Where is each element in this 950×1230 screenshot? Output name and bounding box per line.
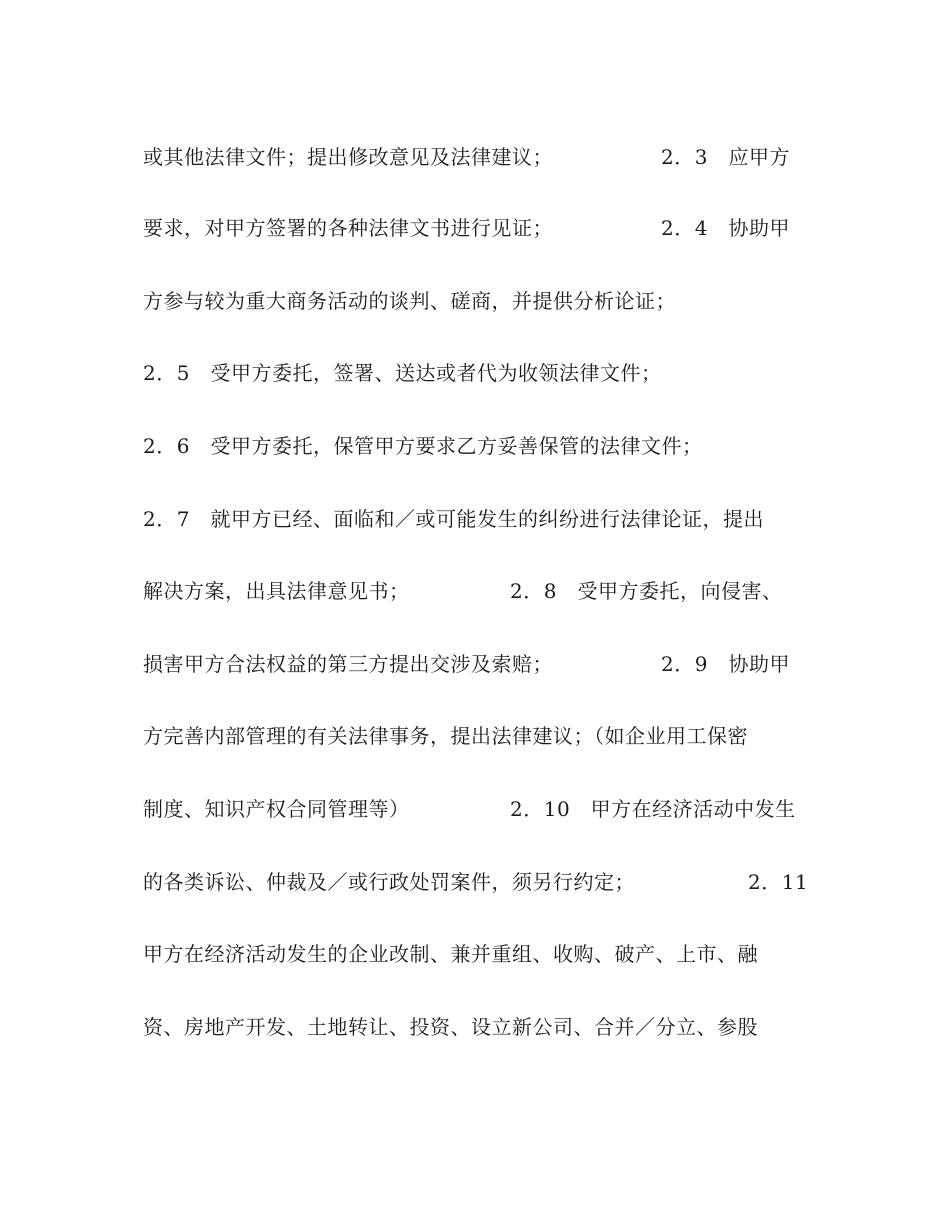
line-3-text: 方参与较为重大商务活动的谈判、磋商，并提供分析论证； <box>143 289 676 313</box>
line-2-clause: 2．4 协助甲 <box>661 216 790 240</box>
text-line-13 <box>143 1011 758 1043</box>
line-9-text: 方完善内部管理的有关法律事务，提出法律建议；（如企业用工保密 <box>143 724 748 748</box>
text-line-8 <box>143 648 790 680</box>
text-line-6 <box>143 503 764 535</box>
line-10-text: 制度、知识产权合同管理等） <box>143 797 410 821</box>
text-line-10 <box>143 793 796 825</box>
text-line-4 <box>143 357 662 389</box>
line-4-text: 2．5 受甲方委托，签署、送达或者代为收领法律文件； <box>143 361 662 385</box>
line-1-text: 或其他法律文件；提出修改意见及法律建议； <box>143 145 553 169</box>
line-5-text: 2．6 受甲方委托，保管甲方要求乙方妥善保管的法律文件； <box>143 434 703 458</box>
text-line-9 <box>143 720 748 752</box>
line-6-text: 2．7 就甲方已经、面临和／或可能发生的纠纷进行法律论证，提出 <box>143 507 764 531</box>
line-7-clause: 2．8 受甲方委托，向侵害、 <box>510 579 783 603</box>
text-line-12 <box>143 938 758 970</box>
line-13-text: 资、房地产开发、土地转让、投资、设立新公司、合并／分立、参股 <box>143 1015 758 1039</box>
line-1-clause: 2．3 应甲方 <box>661 145 790 169</box>
text-line-7 <box>143 575 783 607</box>
text-line-11 <box>143 866 809 898</box>
line-8-clause: 2．9 协助甲 <box>661 652 790 676</box>
line-12-text: 甲方在经济活动发生的企业改制、兼并重组、收购、破产、上市、融 <box>143 942 758 966</box>
text-line-5 <box>143 430 703 462</box>
text-line-1 <box>143 141 790 173</box>
line-11-clause: 2．11 <box>748 870 809 894</box>
line-8-text: 损害甲方合法权益的第三方提出交涉及索赔； <box>143 652 553 676</box>
line-10-clause: 2．10 甲方在经济活动中发生 <box>510 797 796 821</box>
line-2-text: 要求，对甲方签署的各种法律文书进行见证； <box>143 216 553 240</box>
text-line-3 <box>143 285 676 317</box>
line-11-text: 的各类诉讼、仲裁及／或行政处罚案件，须另行约定； <box>143 870 635 894</box>
text-line-2 <box>143 212 790 244</box>
line-7-text: 解决方案，出具法律意见书； <box>143 579 410 603</box>
